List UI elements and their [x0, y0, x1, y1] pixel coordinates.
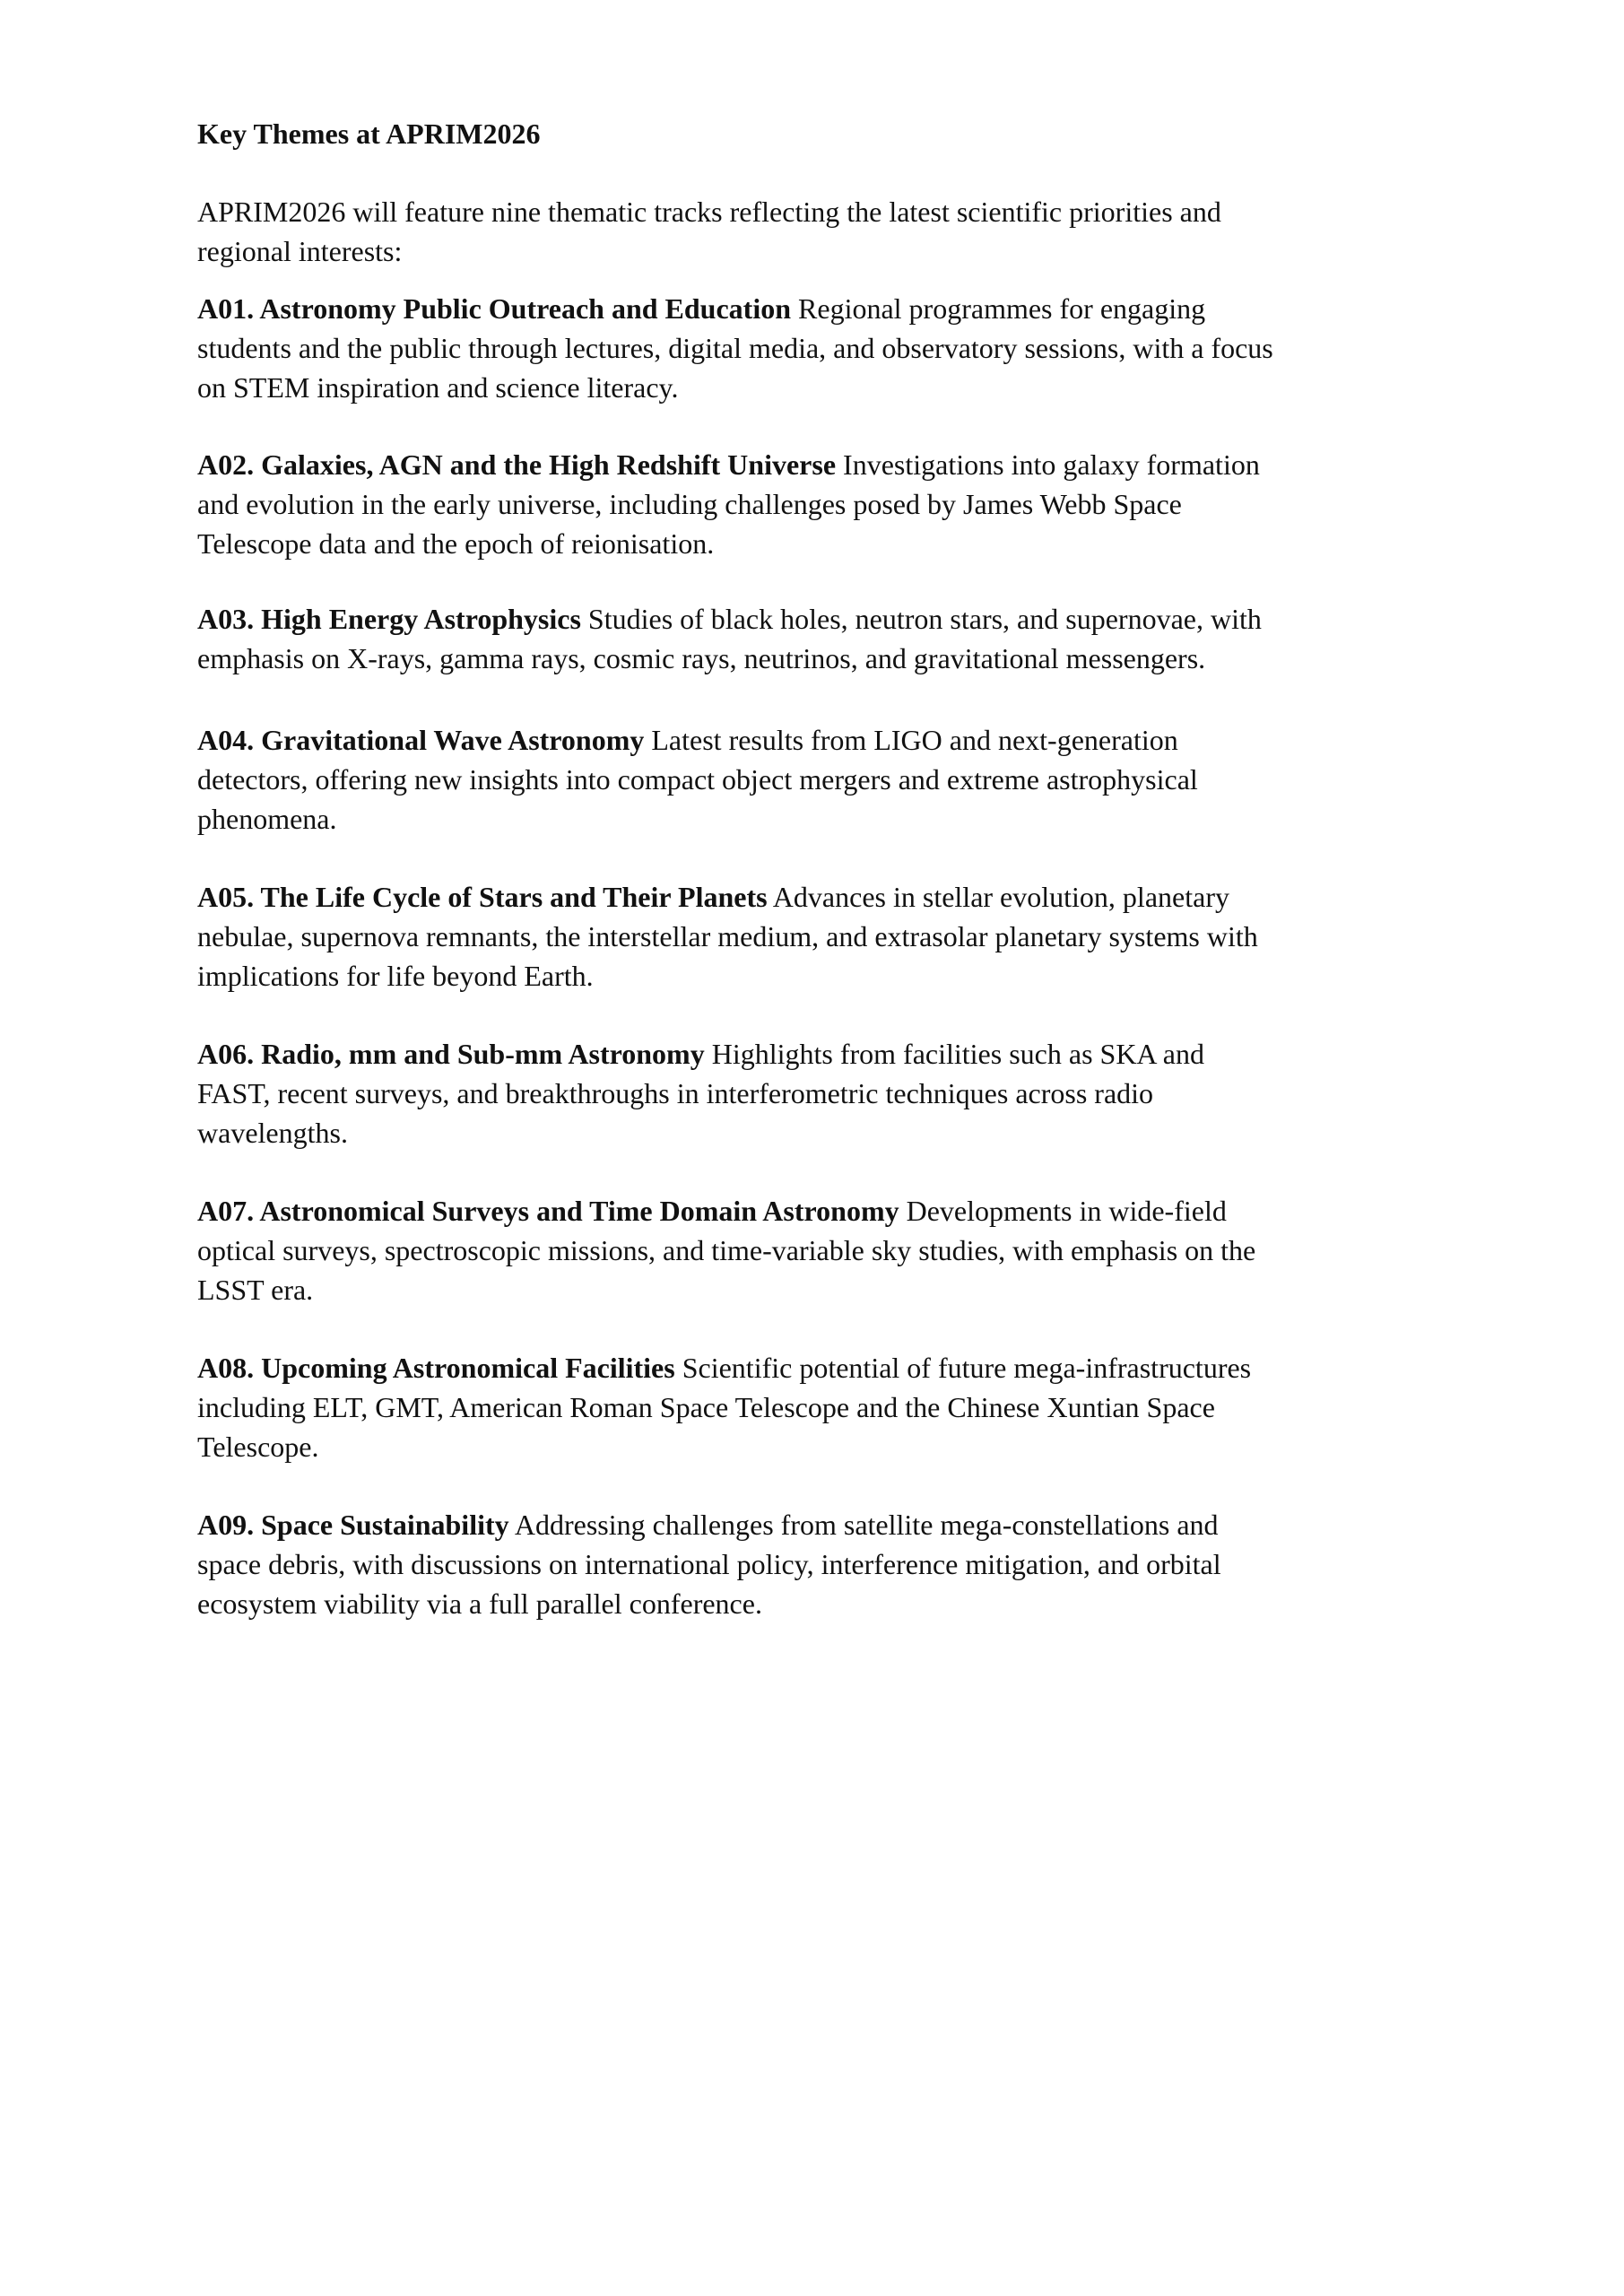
track-description-line: phenomena.	[197, 803, 337, 835]
intro-line: regional interests:	[197, 235, 403, 267]
track-first-line	[197, 599, 1262, 639]
track-description-start: Regional programmes for engaging	[798, 292, 1206, 325]
track-item	[197, 1191, 1255, 1309]
track-description-start: Highlights from facilities such as SKA and	[711, 1038, 1204, 1070]
track-item	[197, 720, 1198, 839]
intro-paragraph	[197, 192, 1221, 271]
track-code: A07.	[197, 1195, 255, 1227]
track-first-line	[197, 1505, 1221, 1544]
track-description-line: students and the public through lectures, digital media, and observatory sessions, with a focus	[197, 332, 1273, 364]
track-name: Gravitational Wave Astronomy	[261, 724, 645, 756]
track-item	[197, 599, 1262, 678]
track-code: A05.	[197, 881, 255, 913]
track-heading	[197, 1195, 899, 1227]
track-code: A08.	[197, 1352, 255, 1384]
track-description-line: emphasis on X-rays, gamma rays, cosmic rays, neutrinos, and gravitational messengers.	[197, 642, 1206, 674]
track-description-line: FAST, recent surveys, and breakthroughs in interferometric techniques across radio	[197, 1077, 1154, 1109]
track-description-line: space debris, with discussions on international policy, interference mitigation, and orbital	[197, 1548, 1221, 1580]
track-item	[197, 289, 1273, 407]
track-name: Astronomical Surveys and Time Domain Astronomy	[259, 1195, 899, 1227]
track-heading	[197, 603, 581, 635]
track-name: Space Sustainability	[261, 1509, 509, 1541]
track-code: A06.	[197, 1038, 255, 1070]
track-item	[197, 1348, 1251, 1466]
track-description-line: on STEM inspiration and science literacy.	[197, 371, 679, 404]
track-description-line: optical surveys, spectroscopic missions, and time-variable sky studies, with emphasis on the	[197, 1234, 1256, 1266]
track-item	[197, 1505, 1221, 1623]
track-description-line: Telescope data and the epoch of reionisation.	[197, 527, 715, 560]
track-description-start: Scientific potential of future mega-infrastructures	[682, 1352, 1252, 1384]
track-description-line: including ELT, GMT, American Roman Space Telescope and the Chinese Xuntian Space	[197, 1391, 1215, 1423]
page-title: Key Themes at APRIM2026	[197, 117, 541, 150]
track-heading	[197, 1038, 705, 1070]
track-description-start: Studies of black holes, neutron stars, and supernovae, with	[587, 603, 1262, 635]
track-code: A09.	[197, 1509, 255, 1541]
track-name: Galaxies, AGN and the High Redshift Universe	[261, 448, 837, 481]
track-description-start: Developments in wide-field	[906, 1195, 1227, 1227]
track-first-line	[197, 289, 1273, 328]
track-first-line	[197, 1191, 1255, 1231]
track-code: A01.	[197, 292, 255, 325]
track-heading	[197, 448, 836, 481]
intro-line: APRIM2026 will feature nine thematic tracks reflecting the latest scientific priorities and	[197, 196, 1221, 228]
track-description-start: Addressing challenges from satellite mega-constellations and	[514, 1509, 1219, 1541]
track-name: Upcoming Astronomical Facilities	[261, 1352, 675, 1384]
track-description-line: implications for life beyond Earth.	[197, 960, 594, 992]
track-description-line: wavelengths.	[197, 1117, 348, 1149]
track-first-line	[197, 720, 1198, 760]
track-heading	[197, 881, 768, 913]
track-code: A04.	[197, 724, 255, 756]
track-first-line	[197, 1034, 1204, 1074]
track-description-start: Advances in stellar evolution, planetary	[772, 881, 1229, 913]
track-description-line: ecosystem viability via a full parallel conference.	[197, 1587, 762, 1620]
track-name: High Energy Astrophysics	[261, 603, 581, 635]
track-description-start: Latest results from LIGO and next-generation	[651, 724, 1178, 756]
track-description-line: Telescope.	[197, 1431, 319, 1463]
track-item	[197, 877, 1258, 996]
track-code: A03.	[197, 603, 255, 635]
track-description-start: Investigations into galaxy formation	[843, 448, 1260, 481]
track-description-line: and evolution in the early universe, including challenges posed by James Webb Space	[197, 488, 1182, 520]
track-heading	[197, 1509, 509, 1541]
track-heading	[197, 1352, 675, 1384]
track-name: Radio, mm and Sub-mm Astronomy	[261, 1038, 705, 1070]
track-item	[197, 445, 1260, 563]
track-item	[197, 1034, 1204, 1152]
track-heading	[197, 292, 791, 325]
track-first-line	[197, 1348, 1251, 1387]
track-first-line	[197, 445, 1260, 484]
track-description-line: nebulae, supernova remnants, the interstellar medium, and extrasolar planetary systems with	[197, 920, 1258, 952]
track-first-line	[197, 877, 1258, 917]
track-heading	[197, 724, 644, 756]
track-name: The Life Cycle of Stars and Their Planets	[260, 881, 768, 913]
track-description-line: LSST era.	[197, 1274, 314, 1306]
track-description-line: detectors, offering new insights into compact object mergers and extreme astrophysical	[197, 763, 1198, 796]
track-code: A02.	[197, 448, 255, 481]
track-name: Astronomy Public Outreach and Education	[259, 292, 792, 325]
